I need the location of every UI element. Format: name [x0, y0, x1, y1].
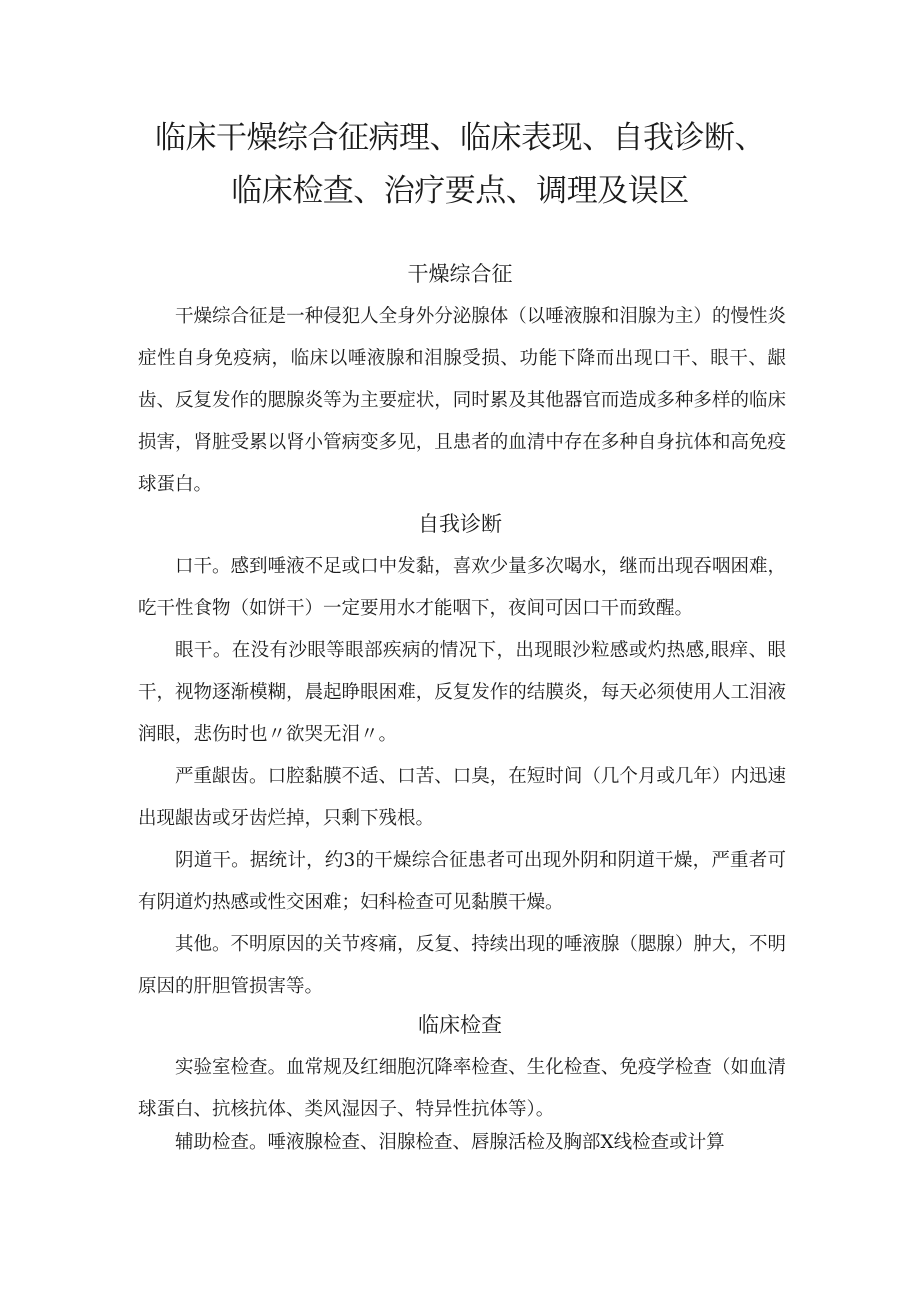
paragraph-lab-exam: 实验室检查。血常规及红细胞沉降率检查、生化检查、免疫学检查（如血清球蛋白、抗核抗体、类风湿因子、特异性抗体等）。 [138, 1057, 786, 1120]
document-title-line-2: 临床检查、治疗要点、调理及误区 [231, 173, 689, 209]
document-title-line-1: 临床干燥综合征病理、临床表现、自我诊断、 [155, 120, 765, 156]
section-heading-self-diagnosis: 自我诊断 [418, 512, 502, 536]
paragraph-definition: 干燥综合征是一种侵犯人全身外分泌腺体（以唾液腺和泪腺为主）的慢性炎症性自身免疫病，临床以唾液腺和泪腺受损、功能下降而出现口干、眼干、龈齿、反复发作的腮腺炎等为主要症状，同时累及其他器官而造成多种多样的临床损害，肾脏受累以肾小管病变多见，且患者的血清中存在多种自身抗体和高免疫球蛋白。 [138, 306, 786, 495]
section-heading-sjogren: 干燥综合征 [407, 262, 513, 286]
paragraph-vaginal-dryness: 阴道干。据统计，约3的干燥综合征患者可出现外阴和阴道干燥，严重者可有阴道灼热感或性交困难；妇科检查可见黏膜干燥。 [138, 850, 786, 913]
paragraph-dry-eyes: 眼干。在没有沙眼等眼部疾病的情况下，出现眼沙粒感或灼热感,眼痒、眼干，视物逐渐模糊，晨起睁眼困难，反复发作的结膜炎，每天必须使用人工泪液润眼，悲伤时也〃欲哭无泪〃。 [138, 640, 786, 745]
paragraph-other-symptoms: 其他。不明原因的关节疼痛，反复、持续出现的唾液腺（腮腺）肿大，不明原因的肝胆管损害等。 [138, 934, 786, 997]
paragraph-dry-mouth: 口干。感到唾液不足或口中发黏，喜欢少量多次喝水，继而出现吞咽困难，吃干性食物（如饼干）一定要用水才能咽下，夜间可因口干而致醒。 [138, 556, 786, 619]
section-heading-clinical-exam: 临床检查 [418, 1013, 502, 1037]
paragraph-dental: 严重龈齿。口腔黏膜不适、口苦、口臭，在短时间（几个月或几年）内迅速出现龈齿或牙齿烂掉，只剩下残根。 [138, 766, 786, 829]
paragraph-auxiliary-exam: 辅助检查。唾液腺检查、泪腺检查、唇腺活检及胸部X线检查或计算 [175, 1132, 725, 1153]
